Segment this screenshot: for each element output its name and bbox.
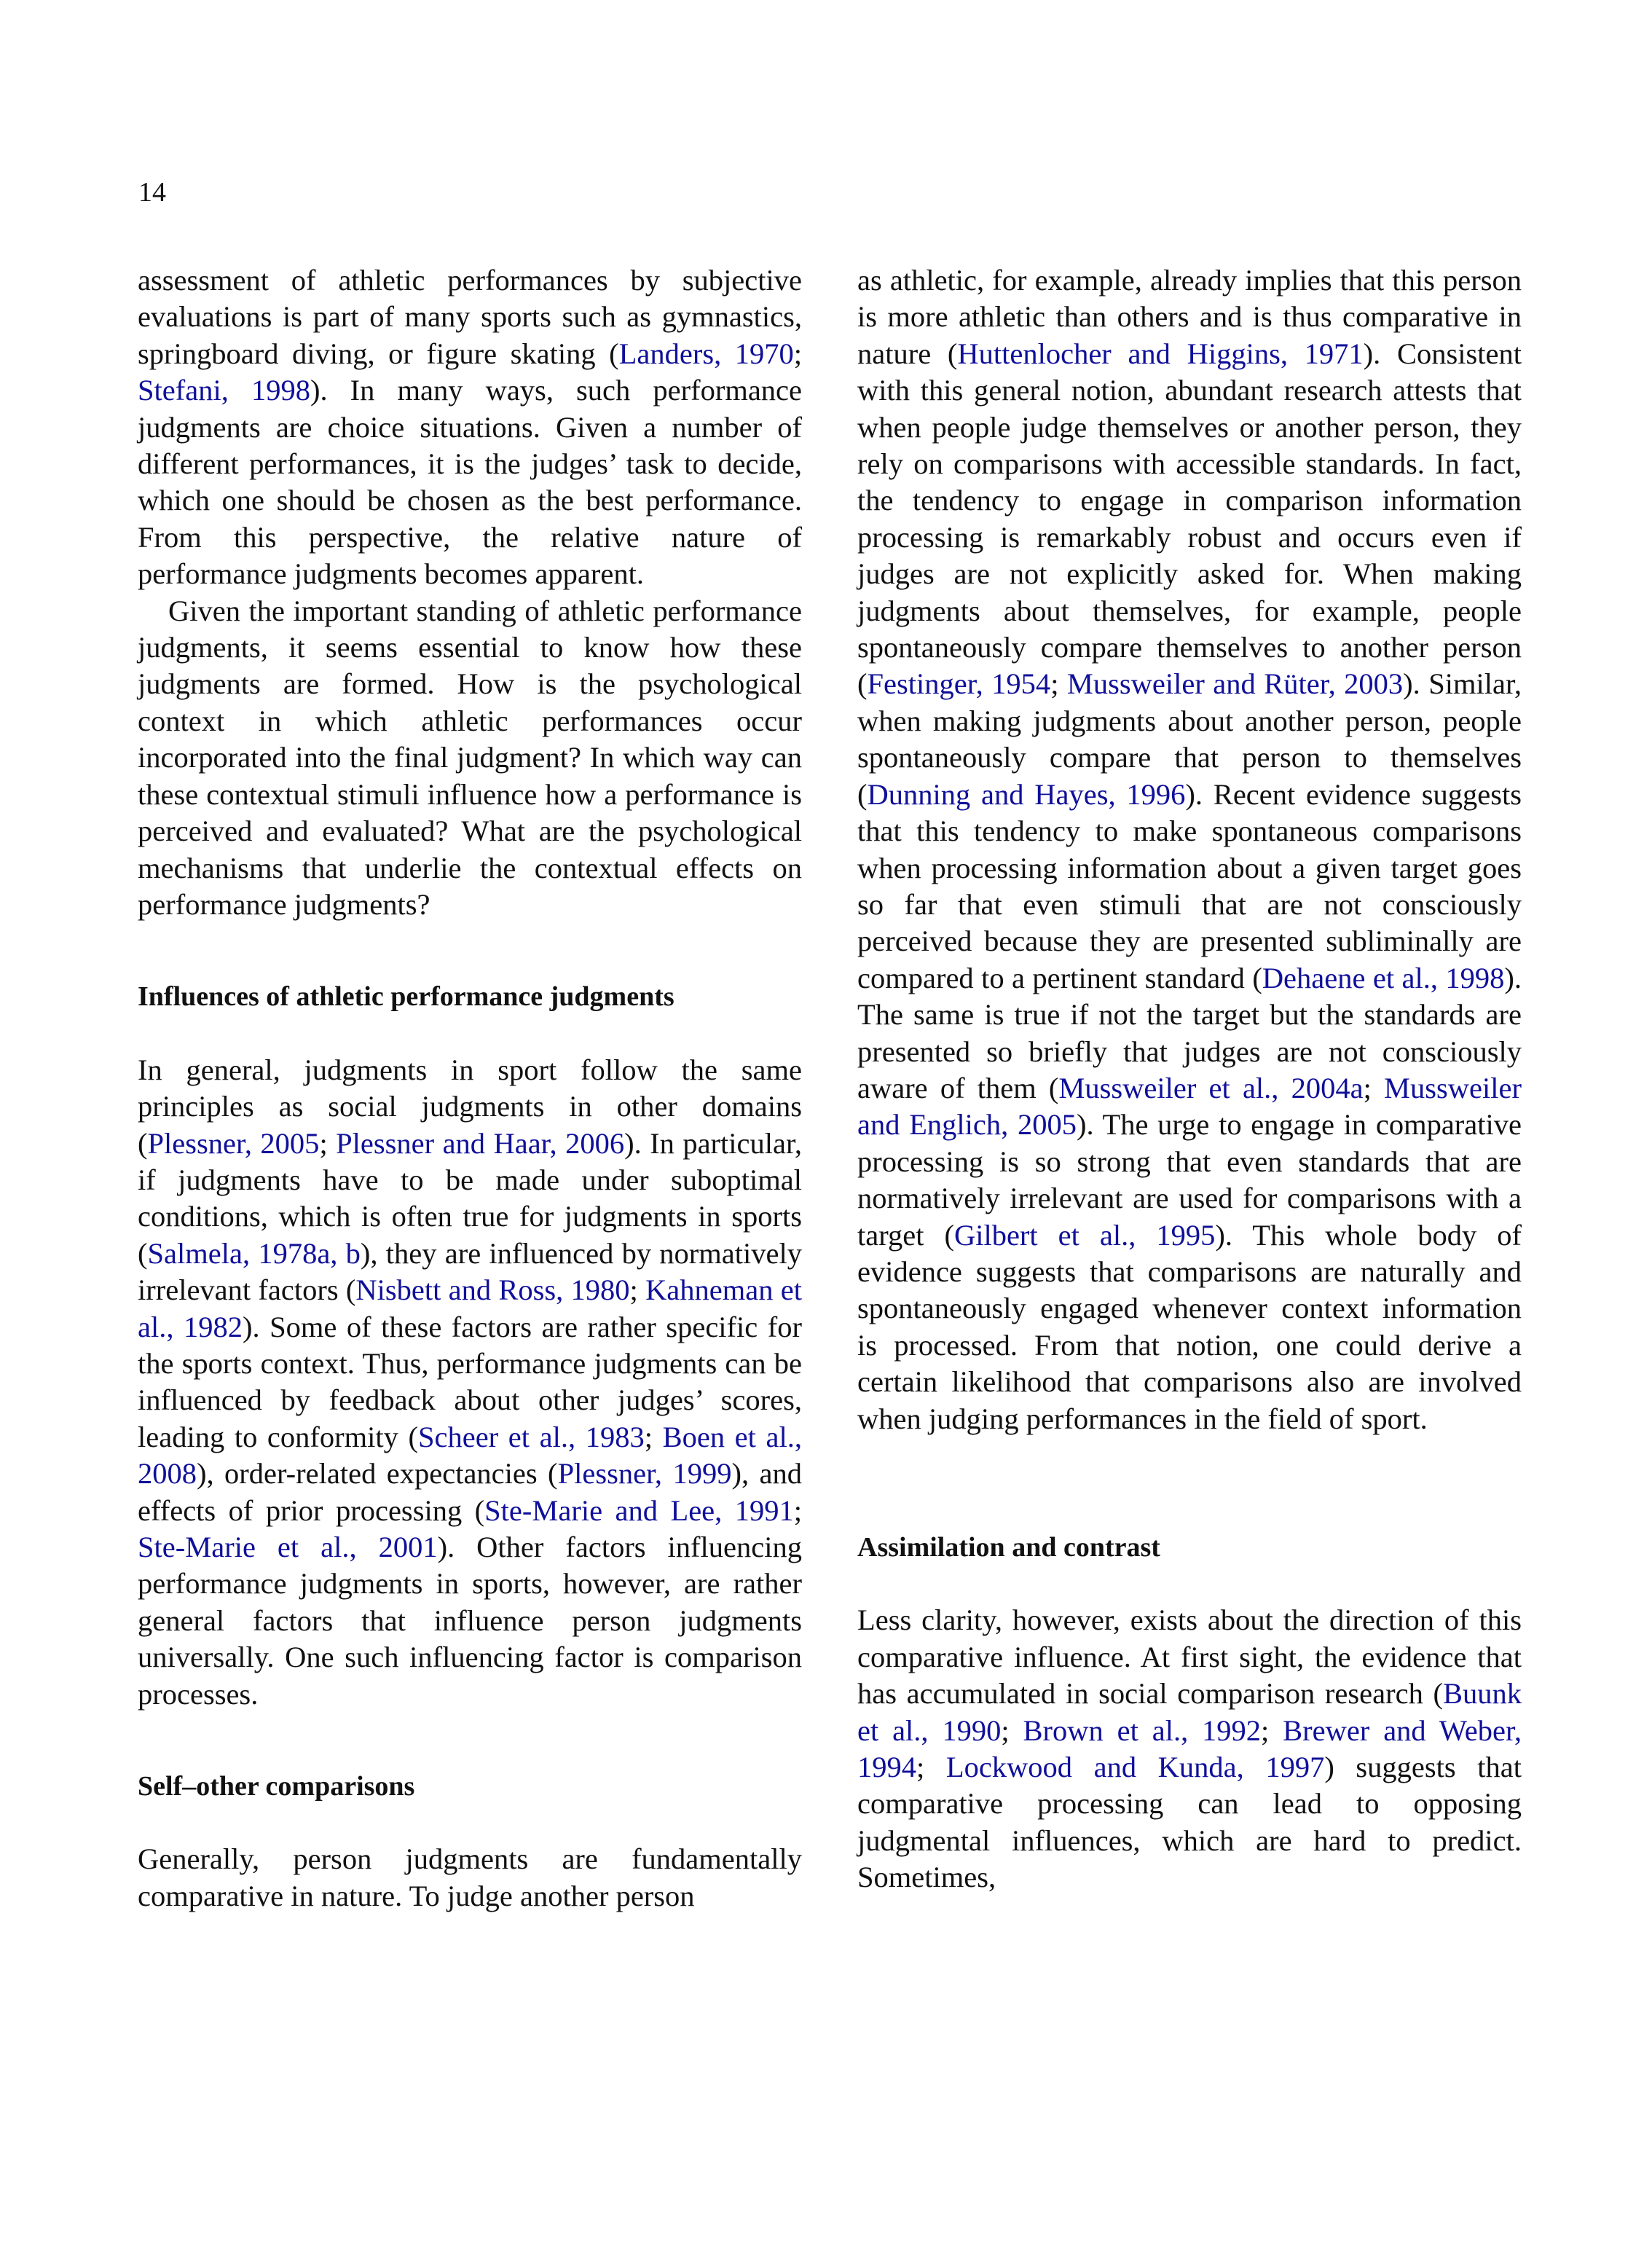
citation-link[interactable]: Dunning and Hayes, 1996 xyxy=(867,777,1186,811)
body-text: ). Similar, when making judgments about another person, people spontaneously compare that person to themselves ( xyxy=(857,667,1522,811)
citation-link[interactable]: Brewer and Weber, 1994 xyxy=(857,1713,1522,1784)
citation-link[interactable]: Stefani, 1998 xyxy=(138,374,310,407)
body-text: ) suggests that comparative processing can lead to opposing judgmental influences, which are hard to predict. Sometimes, xyxy=(857,1751,1522,1894)
body-text: ; xyxy=(793,1493,802,1527)
paragraph xyxy=(857,262,1522,1437)
body-text: ). Other factors influencing performance judgments in sports, however, are rather general factors that influence person judgments universally. One such influencing factor is comparison processes. xyxy=(138,1531,802,1711)
body-text: ; xyxy=(644,1420,663,1453)
body-text: as athletic, for example, already implies that this person is more athletic than others and is thus comparative in nature ( xyxy=(857,264,1522,370)
section-heading: Self–other comparisons xyxy=(138,1771,415,1802)
body-text: ). This whole body of evidence suggests that comparisons are naturally and spontaneously engaged whenever context information is processed. From that notion, one could derive a certain likelihood that comparisons also are involved when judging performances in the field of sport. xyxy=(857,1218,1522,1435)
paragraph xyxy=(138,262,802,593)
section-heading: Influences of athletic performance judgments xyxy=(138,981,674,1013)
body-text: Less clarity, however, exists about the direction of this comparative influence. At first sight, the evidence that has accumulated in social comparison research ( xyxy=(857,1603,1522,1711)
citation-link[interactable]: Mussweiler and Rüter, 2003 xyxy=(1066,667,1404,701)
page-number: 14 xyxy=(138,177,166,208)
citation-link[interactable]: Huttenlocher and Higgins, 1971 xyxy=(957,337,1364,370)
paragraph xyxy=(138,1841,802,1915)
body-text: assessment of athletic performances by subjective evaluations is part of many sports such as gymnastics, springboard diving, or figure skating ( xyxy=(138,264,802,370)
paragraph xyxy=(138,1052,802,1713)
section-heading: Assimilation and contrast xyxy=(857,1532,1160,1563)
body-text: Generally, person judgments are fundamentally comparative in nature. To judge another person xyxy=(138,1842,802,1912)
body-text: ). The urge to engage in comparative processing is so strong that even standards that are normatively irrelevant are used for comparisons with a target ( xyxy=(857,1108,1522,1252)
body-text: Given the important standing of athletic performance judgments, it seems essential to know how these judgments are formed. How is the psychological context in which athletic performances occur incorporated into the final judgment? In which way can these contextual stimuli influence how a performance is perceived and evaluated? What are the psychological mechanisms that underlie the contextual effects on performance judgments? xyxy=(138,594,802,921)
body-text: ). Consistent with this general notion, abundant research attests that when people judge themselves or another person, they rely on comparisons with accessible standards. In fact, the tendency to engage in comparison information processing is remarkably robust and occurs even if judges are not explicitly asked for. When making judgments about themselves, for example, people spontaneously compare themselves to another person ( xyxy=(857,337,1522,701)
body-text: ), they are influenced by normatively irrelevant factors ( xyxy=(138,1236,802,1307)
citation-link[interactable]: Ste-Marie et al., 2001 xyxy=(138,1531,438,1563)
citation-link[interactable]: Kahneman et al., 1982 xyxy=(138,1273,802,1343)
citation-link[interactable]: Gilbert et al., 1995 xyxy=(953,1218,1216,1252)
body-text: ). In particular, if judgments have to be made under suboptimal conditions, which is often true for judgments in sports ( xyxy=(138,1126,802,1270)
body-text: ; xyxy=(1001,1713,1023,1747)
right-column xyxy=(857,262,1522,1896)
citation-link[interactable]: Boen et al., 2008 xyxy=(138,1420,802,1491)
left-column xyxy=(138,262,802,1915)
citation-link[interactable]: Mussweiler and Englich, 2005 xyxy=(857,1071,1522,1142)
body-text: ; xyxy=(1363,1071,1385,1104)
paragraph xyxy=(138,593,802,924)
body-text: ), and effects of prior processing ( xyxy=(138,1457,803,1527)
citation-link[interactable]: Brown et al., 1992 xyxy=(1023,1713,1262,1747)
body-text: ; xyxy=(1050,667,1067,701)
citation-link[interactable]: Scheer et al., 1983 xyxy=(417,1420,645,1453)
citation-link[interactable]: Lockwood and Kunda, 1997 xyxy=(945,1751,1325,1784)
paragraph xyxy=(857,1602,1522,1896)
citation-link[interactable]: Plessner, 2005 xyxy=(147,1126,320,1160)
citation-link[interactable]: Landers, 1970 xyxy=(618,337,794,370)
citation-link[interactable]: Dehaene et al., 1998 xyxy=(1262,961,1505,994)
citation-link[interactable]: Nisbett and Ross, 1980 xyxy=(355,1273,630,1307)
body-text: ), order-related expectancies ( xyxy=(197,1457,558,1491)
body-text: ). Some of these factors are rather specific for the sports context. Thus, performance judgments can be influenced by feedback about other judges’ scores, leading to conformity ( xyxy=(138,1310,802,1453)
body-text: ; xyxy=(629,1273,646,1307)
citation-link[interactable]: Plessner and Haar, 2006 xyxy=(336,1126,625,1160)
body-text: ; xyxy=(916,1751,946,1784)
citation-link[interactable]: Salmela, 1978a, b xyxy=(147,1236,361,1270)
citation-link[interactable]: Festinger, 1954 xyxy=(867,667,1051,701)
body-text: ). Recent evidence suggests that this tendency to make spontaneous comparisons when processing information about a given target goes so far that even stimuli that are not consciously perceived because they are presented subliminally are compared to a pertinent standard ( xyxy=(857,777,1522,994)
body-text: ; xyxy=(1261,1713,1283,1747)
citation-link[interactable]: Plessner, 1999 xyxy=(557,1457,732,1491)
citation-link[interactable]: Ste-Marie and Lee, 1991 xyxy=(484,1493,794,1527)
body-text: ; xyxy=(319,1126,337,1160)
body-text: ). In many ways, such performance judgments are choice situations. Given a number of different performances, it is the judges’ task to decide, which one should be chosen as the best performance. From this perspective, the relative nature of performance judgments becomes apparent. xyxy=(138,374,802,591)
body-text: In general, judgments in sport follow the same principles as social judgments in other domains ( xyxy=(138,1053,802,1160)
citation-link[interactable]: Mussweiler et al., 2004a xyxy=(1058,1071,1364,1104)
body-text: ). The same is true if not the target but the standards are presented so briefly that judges are not consciously aware of them ( xyxy=(857,961,1522,1104)
body-text: ; xyxy=(793,337,802,370)
citation-link[interactable]: Buunk et al., 1990 xyxy=(857,1677,1522,1747)
